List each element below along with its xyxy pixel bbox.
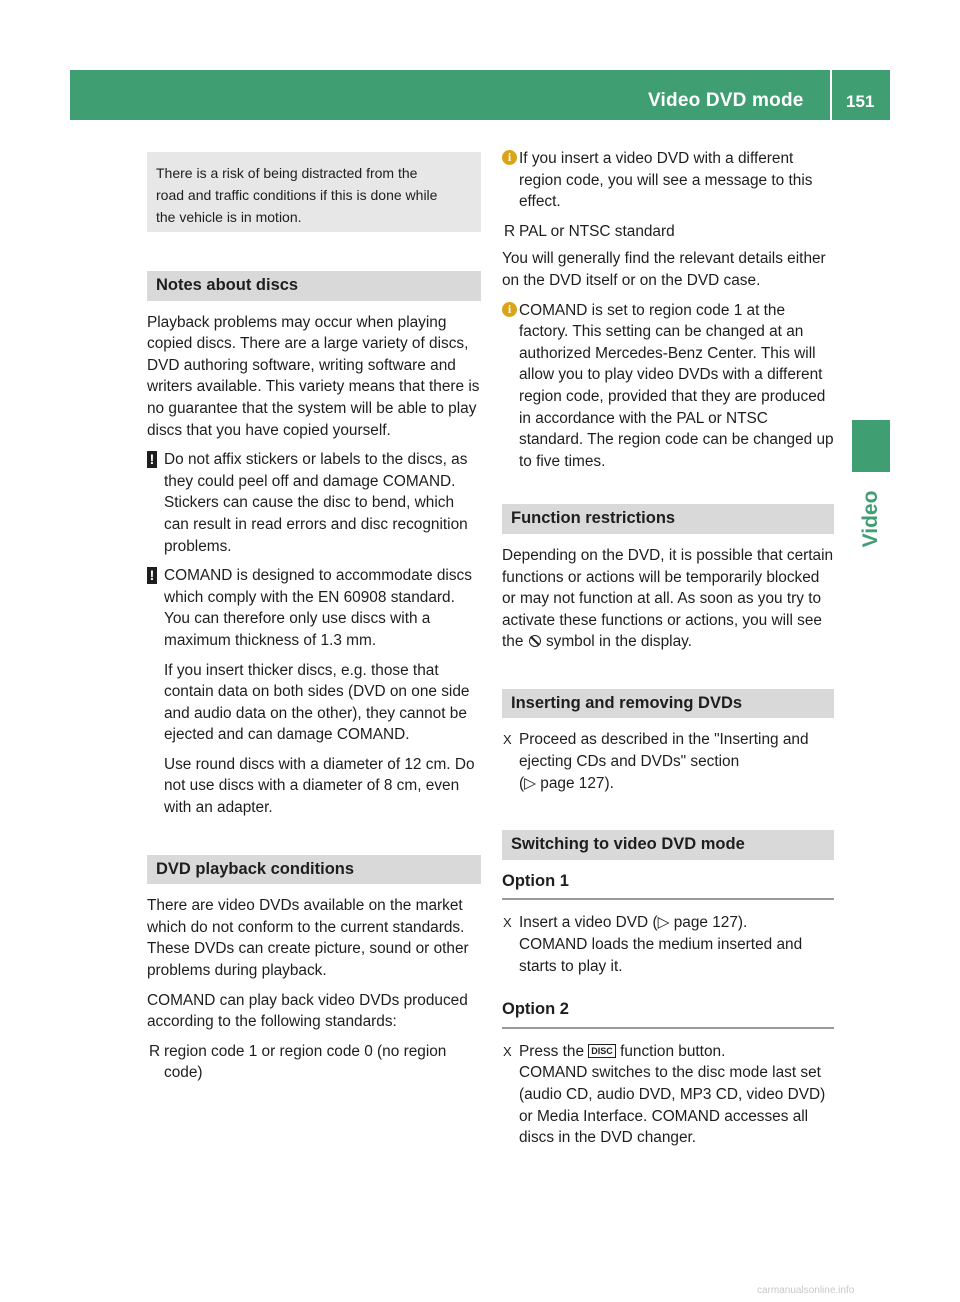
caution-text: COMAND is designed to accommodate discs which comply with the EN 60908 standard. You can therefore only use discs with a maximum thickness of 1.3 mm.: [164, 567, 472, 649]
list-item-text: PAL or NTSC standard: [519, 222, 675, 240]
page-reference: page 127).: [540, 774, 614, 792]
section-heading-switching: Switching to video DVD mode: [502, 830, 834, 860]
instruction-step: X Press the DISC function button. COMAND switches to the disc mode last set (audio CD, audio DVD, MP3 CD, video DVD) or Media Interface. COMAND accesses all discs in the DVD changer.: [502, 1041, 834, 1149]
warning-line: road and traffic conditions if this is done while: [156, 187, 438, 203]
page-reference-icon: ▷: [657, 914, 670, 932]
notes-intro: Playback problems may occur when playing copied discs. There are a large variety of discs, DVD authoring software, writing software and writers available. This variety means that there is no guarantee that the system will be able to play discs that you have copied yourself.: [147, 313, 480, 439]
warning-line: the vehicle is in motion.: [156, 209, 302, 225]
bullet-icon: R: [504, 222, 516, 240]
page-reference: page 127).: [673, 914, 748, 932]
caution-note: [147, 565, 481, 819]
section-heading-dvd-playback-conditions: DVD playback conditions: [147, 855, 481, 885]
step-arrow-icon: X: [503, 915, 512, 931]
caution-text: If you insert thicker discs, e.g. those that contain data on both sides (DVD on one side and audio data on the other), they cannot be ejected and can damage COMAND.: [164, 661, 470, 744]
step-arrow-icon: X: [503, 1043, 512, 1059]
right-column: [502, 148, 834, 1155]
step-arrow-icon: X: [503, 732, 512, 748]
caution-icon: !: [147, 567, 157, 584]
page-title: Video DVD mode: [648, 90, 804, 111]
page-reference-icon: ▷: [524, 774, 536, 792]
playback-standards-intro: COMAND can play back video DVDs produced according to the following standards:: [147, 991, 468, 1031]
details-paragraph: You will generally find the relevant details either on the DVD itself or on the DVD case.: [502, 250, 826, 289]
warning-box: [147, 152, 481, 232]
playback-paragraph: These DVDs can create picture, sound or other problems during playback.: [147, 940, 469, 980]
side-tab-marker: [852, 420, 890, 472]
option-1-heading: Option 1: [502, 871, 834, 901]
caution-icon: !: [147, 451, 157, 468]
step-result: COMAND switches to the disc mode last set (audio CD, audio DVD, MP3 CD, video DVD) or Media Interface. COMAND accesses all discs in the DVD changer.: [519, 1064, 826, 1147]
step-result: COMAND loads the medium inserted and starts to play it.: [519, 936, 803, 975]
info-note: [502, 148, 834, 213]
caution-text: Do not affix stickers or labels to the discs, as they could peel off and damage COMAND. Stickers can cause the disc to bend, which can result in read errors and disc recognition problems.: [164, 451, 468, 555]
warning-line: There is a risk of being distracted from the: [156, 165, 418, 181]
playback-paragraph: There are video DVDs available on the market which do not conform to the current standards.: [147, 897, 465, 936]
page-number: 151: [846, 92, 875, 111]
list-item: [147, 1041, 481, 1084]
restrictions-paragraph: Depending on the DVD, it is possible that certain functions or actions will be temporarily blocked or may not function at all. As soon as you try to activate these functions or actions, you will see the symbol in the display.: [502, 546, 834, 651]
info-icon: i: [502, 150, 517, 165]
disc-button-icon: DISC: [588, 1044, 616, 1058]
info-note: [502, 300, 834, 473]
instruction-step: X Insert a video DVD (▷ page 127). COMAND loads the medium inserted and starts to play it.: [502, 912, 834, 977]
side-tab-label: Video: [859, 490, 882, 548]
caution-note: [147, 449, 481, 557]
option-2-heading: Option 2: [502, 999, 834, 1029]
caution-text: Use round discs with a diameter of 12 cm. Do not use discs with a diameter of 8 cm, even with an adapter.: [164, 755, 475, 817]
list-item-text: region code 1 or region code 0 (no region code): [164, 1042, 447, 1082]
bullet-icon: R: [149, 1042, 161, 1060]
list-item: [502, 221, 834, 243]
instruction-step: X Proceed as described in the "Inserting and ejecting CDs and DVDs" section (▷ page 127).: [503, 731, 809, 792]
section-heading-function-restrictions: Function restrictions: [502, 504, 834, 534]
info-text: If you insert a video DVD with a different region code, you will see a message to this effect.: [519, 150, 813, 211]
section-heading-notes-about-discs: Notes about discs: [147, 271, 481, 301]
info-icon: i: [502, 302, 517, 317]
watermark: carmanualsonline.info: [757, 1285, 855, 1296]
left-column: [147, 148, 481, 1090]
prohibited-symbol-icon: [529, 635, 541, 647]
info-text: COMAND is set to region code 1 at the factory. This setting can be changed at an authorized Mercedes-Benz Center. This will allow you to play video DVDs with a different region code, provided that they are produced in accordance with the PAL or NTSC standard. The region code can be changed up to five times.: [519, 301, 834, 470]
section-heading-inserting-removing: Inserting and removing DVDs: [502, 689, 834, 719]
header-divider: [830, 70, 832, 120]
